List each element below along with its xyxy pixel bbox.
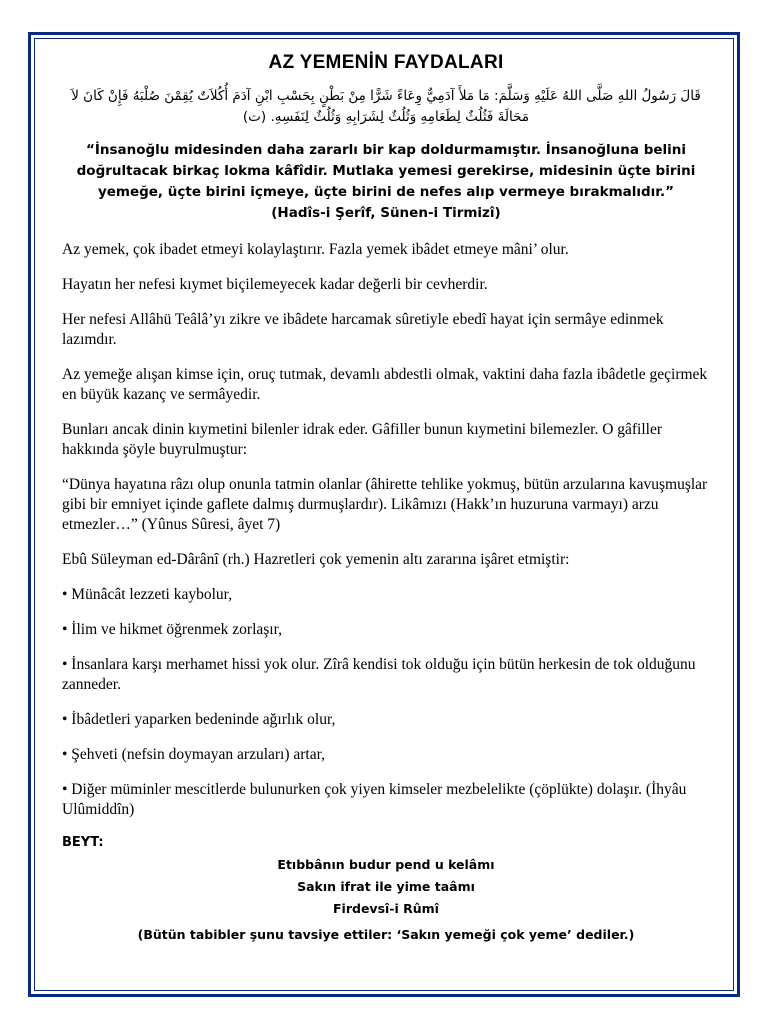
bullet-item: • Münâcât lezzeti kaybolur, <box>62 586 233 603</box>
arabic-hadith-text: قَالَ رَسُولُ اللهِ صَلَّى اللهُ عَلَيْهِ وَسَلَّمَ: مَا مَلأَ آدَمِيٌّ وِعَاءً شَرًّا مِنْ بَطْنٍ بِحَسْبِ ابْنِ آدَمَ أُكُلاَتٌ يُقِمْنَ صُلْبَهُ فَإِنْ كَانَ لاَ مَحَالَةَ فَثُلُثٌ لِطَعَامِهِ وَثُلُثٌ لِشَرَابِهِ وَثُلُثٌ لِنَفَسِهِ. (ت) <box>71 88 701 125</box>
verse-line: Sakın ifrat ile yime taâmı <box>297 879 475 894</box>
page-title: AZ YEMENİN FAYDALARI <box>268 52 504 73</box>
bullet-item: • Diğer müminler mescitlerde bulunurken çok yiyen kimseler mezbelelikte (çöplükte) dolaşır. (İhyâu Ulûmiddîn) <box>62 781 687 818</box>
hadith-source: (Hadîs-i Şerîf, Sünen-i Tirmizî) <box>271 205 501 221</box>
bullet-item: • İnsanlara karşı merhamet hissi yok olur. Zîrâ kendisi tok olduğu için bütün herkesin de tok olduğunu zanneder. <box>62 656 696 693</box>
hadith-line: doğrultacak birkaç lokma kâfîdir. Mutlaka yemesi gerekirse, midesinin üçte birini <box>76 163 696 179</box>
bullet-item: • İbâdetleri yaparken bedeninde ağırlık olur, <box>62 711 336 728</box>
paragraph: Az yemeğe alışan kimse için, oruç tutmak, devamlı abdestli olmak, vaktini daha fazla ibâdetle geçirmek en büyük kazanç ve sermâyedir. <box>62 366 708 403</box>
hadith-translation <box>62 140 710 224</box>
hadith-line: “İnsanoğlu midesinden daha zararlı bir kap doldurmamıştır. İnsanoğluna belini <box>85 142 687 158</box>
verse-author: Firdevsî-i Rûmî <box>333 901 439 916</box>
bullet-item: • İlim ve hikmet öğrenmek zorlaşır, <box>62 621 283 638</box>
quote-paragraph: “Dünya hayatına râzı olup onunla tatmin olanlar (âhirette tehlike yokmuş, bütün arzularına kavuşmuşlar gibi bir emniyet içinde gaflete dalmış durmuşlardır). Likâmızı (Hakk’ın huzuruna varmayı) arzu etmezler…” (Yûnus Sûresi, âyet 7) <box>62 476 708 533</box>
paragraph: Her nefesi Allâhü Teâlâ’yı zikre ve ibâdete harcamak sûretiyle ebedî hayat için sermâye edinmek lazımdır. <box>62 311 664 348</box>
paragraph: Hayatın her nefesi kıymet biçilemeyecek kadar değerli bir cevherdir. <box>62 276 488 293</box>
verse-line: Etıbbânın budur pend u kelâmı <box>277 857 495 872</box>
paragraph: Az yemek, çok ibadet etmeyi kolaylaştırır. Fazla yemek ibâdet etmeye mâni’ olur. <box>62 241 569 258</box>
bullet-item: • Şehveti (nefsin doymayan arzuları) artar, <box>62 746 326 763</box>
beyt-verse <box>62 854 710 920</box>
beyt-label: BEYT: <box>62 835 104 850</box>
hadith-line: yemeğe, üçte birini içmeye, üçte birini de nefes alıp vermeye bırakmalıdır.” <box>97 184 675 200</box>
paragraph: Ebû Süleyman ed-Dârânî (rh.) Hazretleri çok yemenin altı zararına işâret etmiştir: <box>62 551 570 568</box>
document-body <box>62 52 710 942</box>
closing-note: (Bütün tabibler şunu tavsiye ettiler: ‘Sakın yemeği çok yeme’ dediler.) <box>137 927 635 942</box>
paragraph: Bunları ancak dinin kıymetini bilenler idrak eder. Gâfiller bunun kıymetini bilemezler. O gâfiller hakkında şöyle buyrulmuştur: <box>62 421 663 458</box>
